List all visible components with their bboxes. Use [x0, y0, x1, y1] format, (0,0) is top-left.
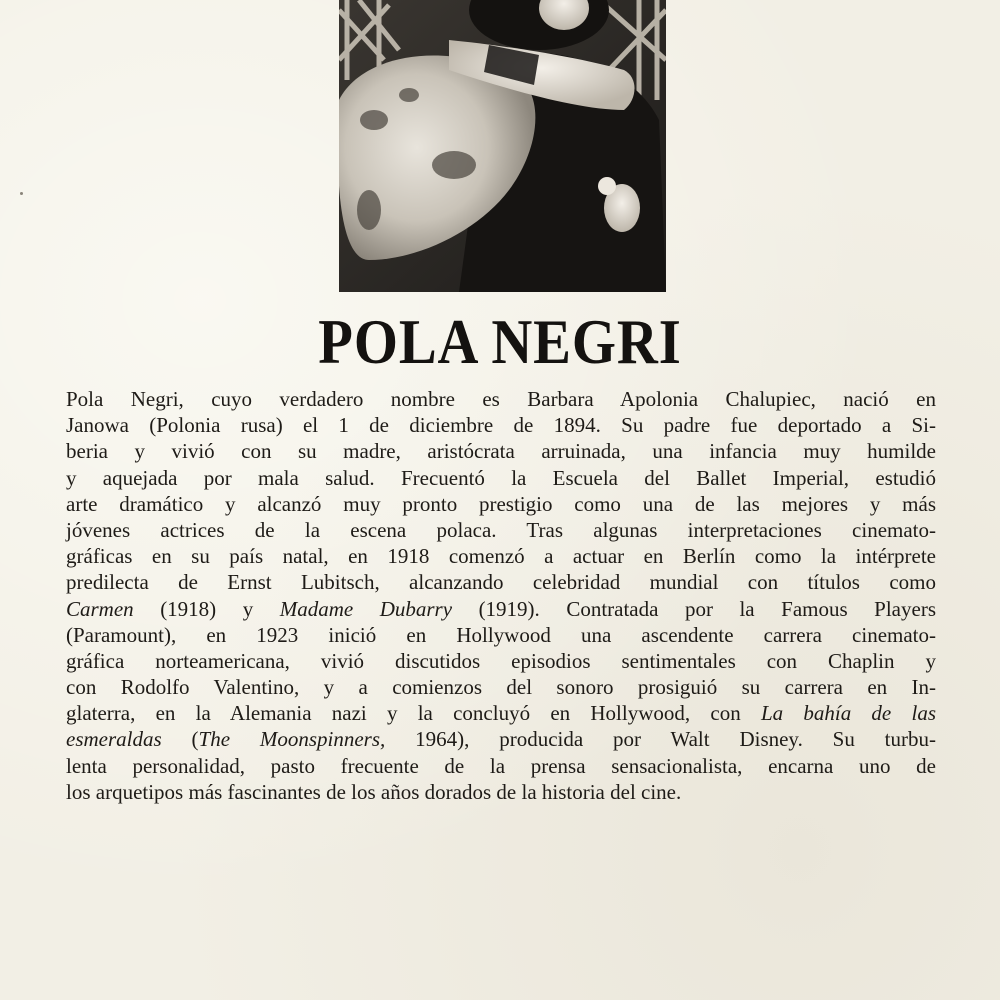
- page-title: POLA NEGRI: [318, 307, 682, 377]
- text-line: gráfica norteamericana, vivió discutidos episodios sentimentales con Chaplin y: [66, 648, 936, 673]
- text-segment: glaterra, en la Alemania nazi y la concluyó en Hollywood, con: [66, 701, 761, 726]
- text-line: predilecta de Ernst Lubitsch, alcanzando celebridad mundial con títulos como: [66, 570, 936, 595]
- text-line: [66, 596, 936, 622]
- portrait-photo: [339, 0, 666, 292]
- text-segment: 1964), producida por Walt Disney. Su turbu-: [385, 727, 936, 752]
- film-title-carmen: Carmen: [66, 596, 134, 621]
- film-title-moonspinners: The Moonspinners,: [198, 727, 386, 752]
- text-segment: (1918) y: [133, 596, 280, 621]
- text-line: (Paramount), en 1923 inició en Hollywood una ascendente carrera cinemato-: [66, 622, 936, 647]
- portrait-image-icon: [339, 0, 666, 292]
- text-line: gráficas en su país natal, en 1918 comenzó a actuar en Berlín como la intérprete: [66, 544, 936, 569]
- text-line: Janowa (Polonia rusa) el 1 de diciembre de 1894. Su padre fue deportado a Si-: [66, 413, 936, 438]
- biography-text: [66, 386, 936, 805]
- film-title-esmeraldas: esmeraldas: [66, 727, 162, 752]
- text-line: jóvenes actrices de la escena polaca. Tras algunas interpretaciones cinemato-: [66, 517, 936, 542]
- text-line: y aquejada por mala salud. Frecuentó la Escuela del Ballet Imperial, estudió: [66, 465, 936, 490]
- text-segment: (: [161, 727, 199, 752]
- text-segment: (1919). Contratada por la Famous Players: [452, 596, 936, 621]
- film-title-la-bahia: La bahía de las: [760, 701, 936, 726]
- text-line: con Rodolfo Valentino, y a comienzos del sonoro prosiguió su carrera en In-: [66, 675, 936, 700]
- film-title-madame-dubarry: Madame Dubarry: [279, 596, 453, 621]
- text-line: arte dramático y alcanzó muy pronto prestigio como una de las mejores y más: [66, 491, 936, 516]
- text-line: [66, 700, 936, 726]
- text-line: beria y vivió con su madre, aristócrata arruinada, una infancia muy humilde: [66, 439, 936, 464]
- text-line: lenta personalidad, pasto frecuente de la prensa sensacionalista, encarna uno de: [66, 753, 936, 778]
- paper-speck: [20, 192, 23, 195]
- text-line: Pola Negri, cuyo verdadero nombre es Barbara Apolonia Chalupiec, nació en: [66, 387, 936, 411]
- text-line: los arquetipos más fascinantes de los años dorados de la historia del cine.: [66, 779, 682, 804]
- text-line: [66, 726, 936, 752]
